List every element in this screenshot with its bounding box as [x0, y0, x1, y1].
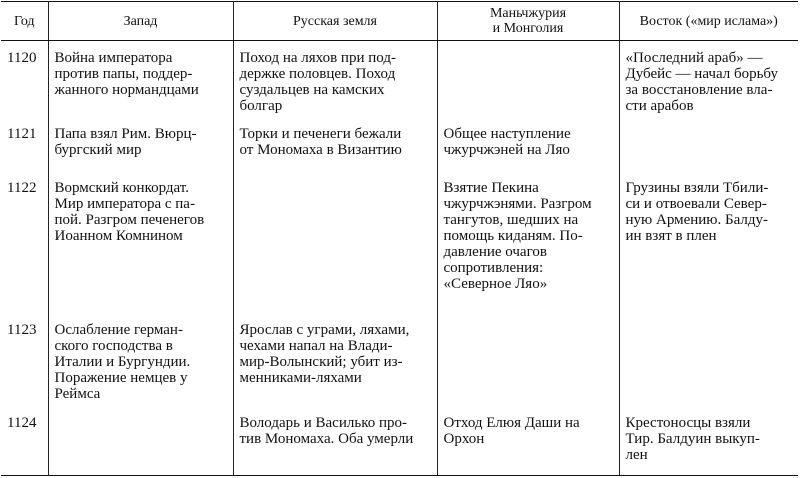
cell-russia: Поход на ляхов при под- держке половцев. Поход суздальцев на камских болгар: [233, 41, 437, 118]
header-west: Запад: [48, 2, 233, 41]
table-row: [1, 117, 798, 171]
cell-manchuria: [437, 313, 619, 406]
cell-manchuria: Отход Елюя Даши на Орхон: [437, 406, 619, 476]
cell-east: «Последний араб» — Дубейс — начал борьбу за восстановление вла- сти арабов: [619, 41, 798, 118]
cell-russia: Торки и печенеги бежали от Мономаха в Византию: [233, 117, 437, 171]
header-manchuria: Маньчжурия и Монголия: [437, 2, 619, 41]
table-row: [1, 313, 798, 406]
cell-west: Война императора против папы, поддер- жанного нормандцами: [48, 41, 233, 118]
cell-manchuria: [437, 41, 619, 118]
cell-manchuria: Общее наступление чжурчжэней на Ляо: [437, 117, 619, 171]
cell-year: 1122: [1, 171, 48, 313]
table-row: [1, 41, 798, 118]
cell-west: Ослабление герман- ского господства в Италии и Бургундии. Поражение немцев у Реймса: [48, 313, 233, 406]
cell-west: Вормский конкордат. Мир императора с па- пой. Разгром печенегов Иоанном Комнином: [48, 171, 233, 313]
table-row: [1, 406, 798, 476]
header-russia: Русская земля: [233, 2, 437, 41]
chronology-table: [1, 1, 798, 476]
cell-russia: Ярослав с уграми, ляхами, чехами напал на Влади- мир-Волынский; убит из- менниками-ляхами: [233, 313, 437, 406]
cell-east: [619, 313, 798, 406]
cell-east: Грузины взяли Тбили- си и отвоевали Север- ную Армению. Балду- ин взят в плен: [619, 171, 798, 313]
cell-east: [619, 117, 798, 171]
cell-russia: Володарь и Василько про- тив Мономаха. Оба умерли: [233, 406, 437, 476]
cell-year: 1124: [1, 406, 48, 476]
header-row: [1, 2, 798, 41]
table-row: [1, 171, 798, 313]
cell-year: 1120: [1, 41, 48, 118]
cell-west: [48, 406, 233, 476]
cell-west: Папа взял Рим. Вюрц- бургский мир: [48, 117, 233, 171]
cell-year: 1123: [1, 313, 48, 406]
cell-manchuria: Взятие Пекина чжурчжэнями. Разгром тангутов, шедших на помощь киданям. По- давление очагов сопротивления: «Северное Ляо»: [437, 171, 619, 313]
header-year: Год: [1, 2, 48, 41]
cell-east: Крестоносцы взяли Тир. Балдуин выкуп- лен: [619, 406, 798, 476]
cell-russia: [233, 171, 437, 313]
header-east: Восток («мир ислама»): [619, 2, 798, 41]
cell-year: 1121: [1, 117, 48, 171]
